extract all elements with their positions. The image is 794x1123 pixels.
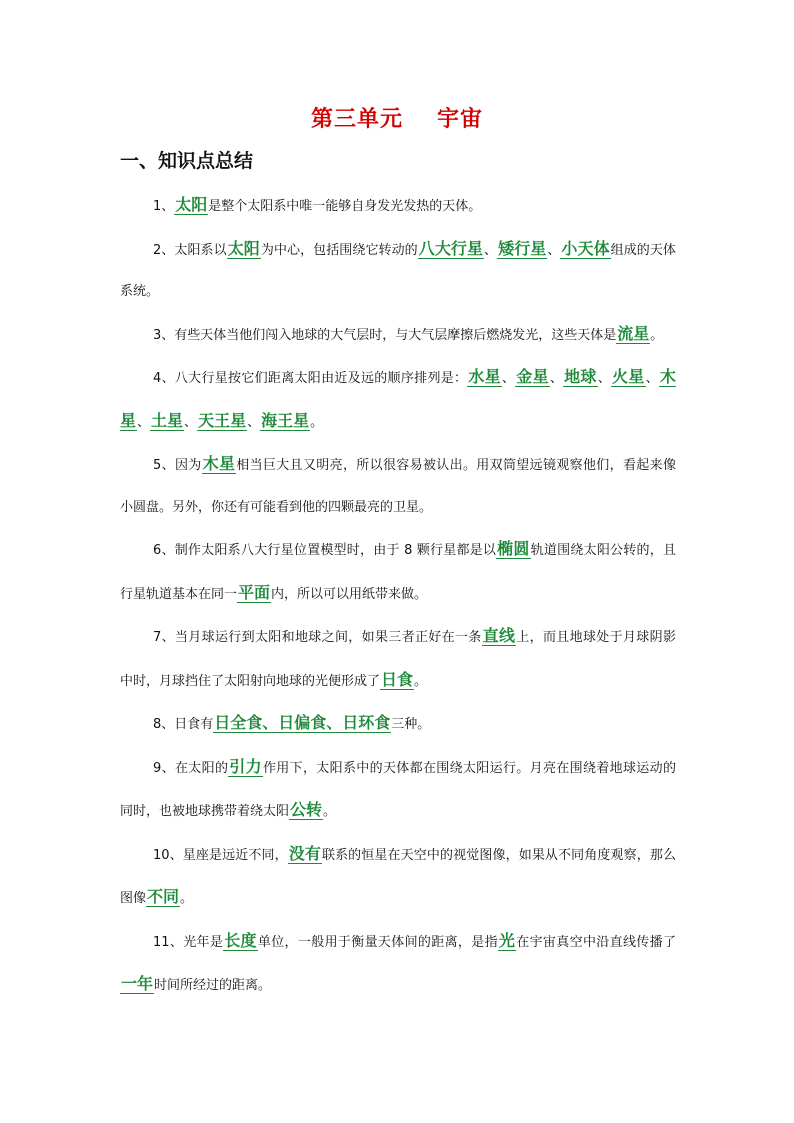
answer-term: 公转 bbox=[290, 800, 323, 819]
point-text: 4、八大行星按它们距离太阳由近及远的顺序排列是： bbox=[153, 371, 468, 386]
answer-term: 金星 bbox=[516, 367, 549, 386]
point-text: 。 bbox=[310, 414, 324, 430]
point-text: 、 bbox=[247, 414, 261, 430]
answer-term: 直线 bbox=[482, 626, 516, 645]
point-text: 。 bbox=[323, 804, 337, 819]
answer-term: 海王星 bbox=[261, 410, 310, 430]
point-text: 5、因为 bbox=[153, 458, 202, 473]
point-text: 、 bbox=[137, 414, 151, 430]
knowledge-point bbox=[120, 184, 676, 228]
knowledge-point bbox=[120, 443, 676, 528]
point-text: 、 bbox=[597, 371, 611, 386]
answer-term: 小天体 bbox=[561, 238, 610, 258]
knowledge-point bbox=[120, 833, 676, 920]
point-text: 为中心，包括围绕它转动的 bbox=[260, 242, 418, 258]
point-text: 、 bbox=[184, 414, 198, 430]
point-text: 8、日食有 bbox=[153, 717, 214, 732]
answer-term: 地球 bbox=[564, 367, 597, 386]
point-text: 三种。 bbox=[391, 717, 431, 732]
knowledge-point bbox=[120, 615, 676, 702]
answer-term: 光 bbox=[498, 930, 516, 950]
point-text: 轨道围绕太阳公转的，且行星轨道基本在同一 bbox=[120, 543, 676, 602]
point-text: 是整个太阳系中唯一能够自身发光发热的天体。 bbox=[208, 199, 482, 214]
answer-term: 土星 bbox=[151, 410, 184, 430]
point-text: 。 bbox=[180, 891, 194, 906]
point-text: 、 bbox=[501, 371, 516, 386]
knowledge-point bbox=[120, 228, 676, 313]
title-topic: 宇宙 bbox=[437, 107, 484, 132]
point-text: 相当巨大且又明亮，所以很容易被认出。用双筒望远镜观察他们，看起来像小圆盘。另外，你还有可能看到他的四颗最亮的卫星。 bbox=[120, 458, 676, 515]
answer-term: 木星 bbox=[120, 367, 676, 430]
knowledge-point bbox=[120, 313, 676, 357]
point-text: 11、光年是 bbox=[153, 934, 224, 950]
answer-term: 太阳 bbox=[175, 195, 208, 214]
point-text: 组成的天体系统。 bbox=[120, 242, 676, 299]
point-text: 单位，一般用于衡量天体间的距离，是指 bbox=[257, 934, 498, 950]
point-text: 。 bbox=[650, 327, 664, 343]
point-text: 、 bbox=[484, 242, 498, 258]
knowledge-point bbox=[120, 702, 676, 746]
point-text: 、 bbox=[547, 242, 561, 258]
knowledge-point bbox=[120, 920, 676, 1007]
point-text: 在宇宙真空中沿直线传播了 bbox=[516, 934, 676, 950]
answer-term: 不同 bbox=[147, 887, 180, 906]
point-text: 、 bbox=[645, 371, 659, 386]
point-text: 作用下，太阳系中的天体都在围绕太阳运行。月亮在围绕着地球运动的同时，也被地球携带着绕太阳 bbox=[120, 760, 676, 819]
answer-term: 椭圆 bbox=[497, 539, 530, 558]
knowledge-point bbox=[120, 528, 676, 615]
point-text: 9、在太阳的 bbox=[153, 760, 229, 776]
point-text: 2、太阳系以 bbox=[153, 242, 227, 258]
answer-term: 天王星 bbox=[198, 410, 247, 430]
point-text: 1、 bbox=[153, 199, 175, 214]
point-text: 时间所经过的距离。 bbox=[154, 978, 272, 993]
answer-term: 一年 bbox=[121, 974, 154, 993]
answer-term: 引力 bbox=[229, 756, 262, 776]
point-text: 上，而且地球处于月球阴影中时，月球挡住了太阳射向地球的光便形成了 bbox=[120, 630, 676, 689]
point-text: 。 bbox=[414, 673, 428, 689]
point-text: 3、有些天体当他们闯入地球的大气层时，与大气层摩擦后燃烧发光，这些天体是 bbox=[153, 327, 617, 343]
answer-term: 日全食、日偏食、日环食 bbox=[214, 713, 391, 732]
knowledge-point bbox=[120, 356, 676, 443]
title-unit: 第三单元 bbox=[310, 107, 403, 132]
answer-term: 木星 bbox=[202, 454, 236, 473]
point-text: 10、星座是远近不同， bbox=[153, 847, 288, 863]
answer-term: 日食 bbox=[381, 669, 414, 689]
answer-term: 流星 bbox=[617, 323, 650, 343]
point-text: 内，所以可以用纸带来做。 bbox=[271, 586, 428, 602]
point-text: 7、当月球运行到太阳和地球之间，如果三者正好在一条 bbox=[153, 630, 482, 645]
knowledge-point bbox=[120, 746, 676, 833]
answer-term: 没有 bbox=[288, 843, 321, 863]
answer-term: 长度 bbox=[224, 930, 257, 950]
point-text: 、 bbox=[549, 371, 564, 386]
answer-term: 矮行星 bbox=[498, 238, 547, 258]
answer-term: 平面 bbox=[238, 582, 271, 602]
answer-term: 太阳 bbox=[227, 238, 260, 258]
answer-term: 水星 bbox=[468, 367, 501, 386]
point-text: 联系的恒星在天空中的视觉图像，如果从不同角度观察，那么图像 bbox=[120, 847, 676, 906]
point-text: 6、制作太阳系八大行星位置模型时，由于 8 颗行星都是以 bbox=[153, 543, 497, 558]
page-title bbox=[0, 102, 794, 133]
answer-term: 火星 bbox=[612, 367, 645, 386]
answer-term: 八大行星 bbox=[418, 238, 484, 258]
knowledge-list bbox=[120, 184, 676, 1007]
section-heading: 一、知识点总结 bbox=[120, 150, 254, 172]
